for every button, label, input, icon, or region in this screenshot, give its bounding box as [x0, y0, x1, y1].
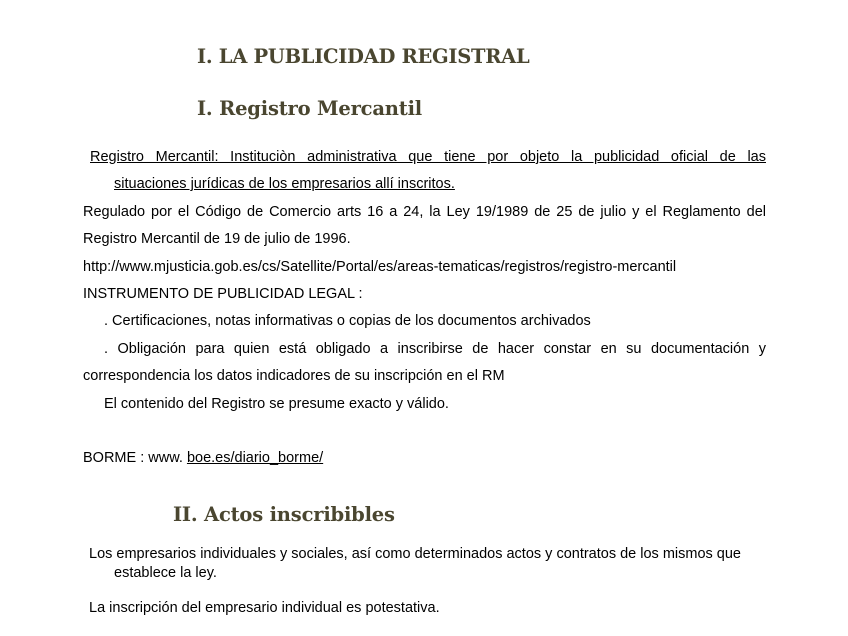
acts-paragraph-1-line-1: Los empresarios individuales y sociales, así como determinados actos y contratos de los mismos que: [89, 546, 741, 562]
instrument-item-presumption: El contenido del Registro se presume exacto y válido.: [104, 396, 449, 412]
regulation-line-2: Registro Mercantil de 19 de julio de 1996.: [83, 231, 351, 247]
acts-paragraph-1-line-2: establece la ley.: [114, 565, 217, 581]
registry-url[interactable]: http://www.mjusticia.gob.es/cs/Satellite/Portal/es/areas-tematicas/registros/registro-mercantil: [83, 259, 677, 275]
registro-mercantil-heading: I. Registro Mercantil: [197, 97, 422, 120]
instrument-title: INSTRUMENTO DE PUBLICIDAD LEGAL :: [83, 286, 363, 302]
instrument-item-obligation-line-2: correspondencia los datos indicadores de su inscripción en el RM: [83, 368, 505, 384]
borme-link[interactable]: boe.es/diario_borme/: [186, 450, 324, 466]
borme-line: [83, 449, 323, 467]
definition-line-1: Registro Mercantil: Instituciòn administrativa que tiene por objeto la publicidad oficial de las: [90, 149, 766, 165]
section-one-heading: I. LA PUBLICIDAD REGISTRAL: [197, 45, 530, 68]
instrument-item-certificates: . Certificaciones, notas informativas o copias de los documentos archivados: [104, 313, 591, 329]
regulation-line-1: Regulado por el Código de Comercio arts 16 a 24, la Ley 19/1989 de 25 de julio y el Reglamento del: [83, 204, 766, 220]
borme-prefix: BORME : www.: [83, 450, 187, 466]
instrument-item-obligation-line-1: . Obligación para quien está obligado a inscribirse de hacer constar en su documentación y: [104, 341, 766, 357]
acts-paragraph-2: La inscripción del empresario individual es potestativa.: [89, 600, 440, 616]
actos-inscribibles-heading: II. Actos inscribibles: [173, 503, 395, 526]
definition-line-2: situaciones jurídicas de los empresarios allí inscritos.: [114, 176, 455, 192]
